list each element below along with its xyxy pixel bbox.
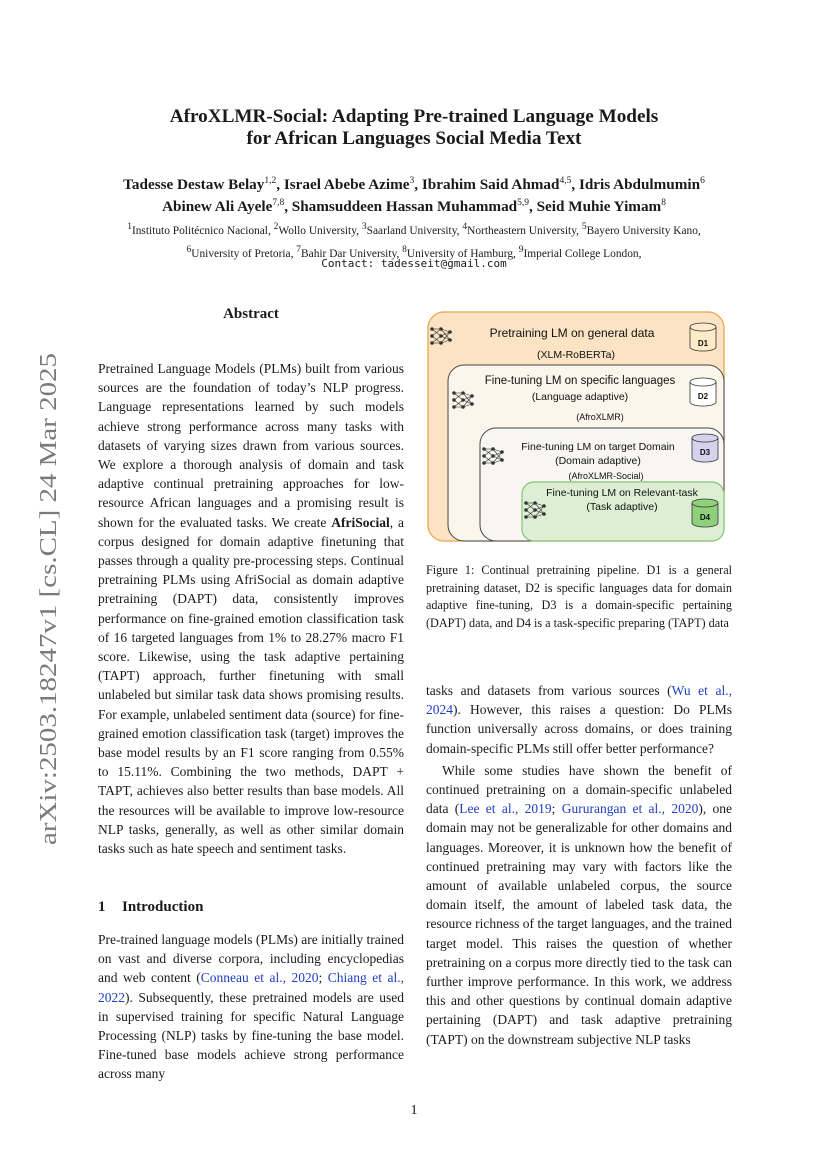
- affil-sup: 4: [462, 222, 468, 232]
- box3-model: (AfroXLMR-Social): [568, 471, 644, 481]
- affil-name: Bahir Dar University,: [301, 247, 403, 260]
- author-sup: 3: [409, 176, 415, 186]
- body-text: ;: [551, 801, 562, 817]
- affil-name: University of Hamburg,: [406, 247, 519, 260]
- author-sup: 6: [700, 176, 705, 186]
- database-icon: [692, 434, 718, 462]
- body-text: ). However, this raises a question: Do PLMs function universally across domains, or does training domain-specific PLMs still offer better performance?: [426, 702, 732, 756]
- db-label: D4: [699, 513, 711, 522]
- box1-subtitle: (XLM-RoBERTa): [537, 349, 615, 361]
- author-list: [0, 172, 828, 216]
- author-sup: 4,5: [559, 176, 572, 186]
- body-text: ;: [318, 970, 328, 986]
- citation-link[interactable]: Wu et al., 2024: [426, 683, 732, 718]
- section-title: Introduction: [122, 899, 204, 915]
- author-name: Israel Abebe Azime: [283, 176, 410, 194]
- affil-sup: 8: [402, 244, 407, 255]
- contact-email[interactable]: Contact: tadesseit@gmail.com: [321, 257, 507, 270]
- db-label: D3: [699, 448, 711, 457]
- affil-name: Saarland University,: [366, 224, 463, 237]
- affil-sup: 2: [273, 222, 279, 232]
- box1-title: Pretraining LM on general data: [489, 326, 655, 340]
- page-number: 1: [410, 1103, 418, 1118]
- body-text: ). Subsequently, these pretrained models are used in supervised training for specific Natural Language Processing (NLP) tasks by fine-tuning the base model. Fine-tuned base models achieve strong performance across many: [98, 989, 404, 1082]
- arxiv-id-text: arXiv:2503.18247v1 [cs.CL] 24 Mar 2025: [35, 428, 62, 845]
- box2-title: Fine-tuning LM on specific languages: [484, 375, 676, 387]
- affil-name: Northeastern University,: [467, 224, 582, 237]
- affil-name: Bayero University Kano,: [586, 224, 701, 237]
- arxiv-identifier: [24, 350, 66, 850]
- database-icon: [690, 378, 716, 406]
- author-name: Seid Muhie Yimam: [536, 198, 662, 216]
- body-text: Pre-trained language models (PLMs) are initially trained on vast and diverse corpora, including encyclopedias and web content (: [98, 932, 404, 986]
- figure-caption: Figure 1: Continual pretraining pipeline. D1 is a general pretraining dataset, D2 is specific languages data for domain adaptive fine-tuning, D3 is a domain-specific pertaining (DAPT) data, and D4 is a task-specific preparing (TAPT) data: [426, 563, 732, 630]
- section-number: 1: [98, 899, 106, 915]
- author-name: Abinew Ali Ayele: [162, 198, 273, 216]
- author-line-1: Tadesse Destaw Belay$^{1,2}$, Israel Abebe Azime$^3$, Ibrahim Said Ahmad$^{4,5}$, Idris Abdulmumin$^6$: [123, 176, 705, 194]
- affil-sup: 7: [296, 244, 302, 255]
- body-paragraph: [426, 761, 732, 1049]
- title-line-2: for African Languages Social Media Text: [246, 128, 582, 149]
- abstract-body: [98, 359, 404, 858]
- affil-name: Wollo University,: [278, 224, 362, 237]
- author-name: Idris Abdulmumin: [578, 176, 701, 194]
- author-sup: 7,8: [272, 198, 285, 209]
- author-sup: 1,2: [264, 176, 277, 186]
- citation-link[interactable]: Chiang et al., 2022: [98, 970, 404, 1005]
- right-column-body: [426, 681, 732, 1049]
- box4-title: Fine-tuning LM on Relevant-task: [546, 487, 698, 499]
- affil-sup: 1: [127, 222, 132, 232]
- affil-name: University of Pretoria,: [191, 247, 297, 260]
- affiliation-line-1: [0, 218, 828, 241]
- introduction-body: [98, 930, 404, 1084]
- affil-sup: 5: [581, 222, 587, 232]
- affil-name: Imperial College London,: [523, 247, 642, 260]
- section-heading-introduction: [98, 899, 203, 916]
- author-name: Ibrahim Said Ahmad: [421, 176, 560, 194]
- box2-model: (AfroXLMR): [576, 412, 624, 422]
- body-text: ), one domain may not be generalizable for other domains and languages. Moreover, it is unknown how the benefit of continued pretraining may vary with factors like the amount of available unlabeled corpus, the source domain itself, the amount of labeled task data, the resource richness of the target languages, and the trained target model. This raises the question of whether pretraining on a corpus more directly tied to the task can further improve performance. In this work, we address this and other questions by continual domain adaptive pertaining (DAPT) and task adaptive pretraining (TAPT) on the downstream subjective NLP tasks: [426, 801, 733, 1047]
- affil-name: Instituto Politécnico Nacional,: [131, 224, 274, 237]
- title-line-1: AfroXLMR-Social: Adapting Pre-trained Language Models: [169, 106, 659, 127]
- paper-title: [0, 106, 828, 150]
- box3-subtitle: (Domain adaptive): [555, 455, 641, 467]
- affil-sup: 3: [361, 222, 367, 232]
- body-text: tasks and datasets from various sources (: [426, 683, 672, 698]
- figure-pipeline-diagram: [426, 310, 732, 546]
- affil-sup: 9: [518, 244, 524, 255]
- citation-link[interactable]: Lee et al., 2019: [459, 801, 552, 817]
- abstract-text: , a corpus designed for domain adaptive finetuning that passes through a quality pre-processing steps. Continual pretraining PLMs using AfriSocial as domain adaptive pretraining (DAPT) data, consistently improves performance on fine-grained emotion classification task of 16 targeted languages from 1% to 28.27% macro F1 score. Likewise, using the task adaptive pertaining (TAPT) approach, further finetuning with small unlabeled but similar task data shows promising results. For example, unlabeled sentiment data (source) for fine-grained emotion classification task (target) improves the base model results by an F1 score ranging from 0.55% to 15.11%. Combining the two methods, DAPT + TAPT, achieves also better results than base models. All the resources will be available to improve low-resource NLP tasks, generally, as well as other similar domain tasks such as hate speech and sentiment tasks.: [98, 514, 404, 857]
- body-paragraph: [426, 681, 732, 758]
- author-name: Tadesse Destaw Belay: [123, 176, 265, 194]
- affil-sup: 6: [186, 244, 192, 255]
- author-line-2: Abinew Ali Ayele$^{7,8}$, Shamsuddeen Hassan Muhammad$^{5,9}$, Seid Muhie Yimam$^8$: [162, 198, 666, 216]
- intro-paragraph: [98, 930, 404, 1084]
- author-sup: 5,9: [517, 198, 529, 209]
- abstract-heading: Abstract: [223, 306, 279, 322]
- db-label: D2: [697, 392, 709, 401]
- abstract-paragraph: [98, 359, 404, 858]
- citation-link[interactable]: Gururangan et al., 2020: [561, 801, 699, 817]
- box4-subtitle: (Task adaptive): [586, 501, 658, 513]
- box3-title: Fine-tuning LM on target Domain: [521, 441, 675, 453]
- citation-link[interactable]: Conneau et al., 2020: [200, 970, 319, 986]
- db-label: D1: [697, 339, 709, 348]
- database-icon: [692, 499, 718, 527]
- author-sup: 8: [661, 198, 666, 209]
- body-text: While some studies have shown the benefit of continued pretraining on a domain-specific unlabeled data (: [426, 762, 732, 817]
- corpus-name: AfriSocial: [331, 514, 390, 530]
- box2-subtitle: (Language adaptive): [531, 391, 629, 403]
- author-name: Shamsuddeen Hassan Muhammad: [291, 198, 518, 216]
- abstract-text: Pretrained Language Models (PLMs) built from various sources are the foundation of today’s NLP progress. Language representations learned by such models achieve strong performance across many tasks with datasets of varying sizes drawn from various sources. We explore a thorough analysis of domain and task adaptive continual pretraining approaches for low-resource African languages and a promising result is shown for the evaluated tasks. We create: [98, 361, 404, 530]
- database-icon: [690, 323, 716, 351]
